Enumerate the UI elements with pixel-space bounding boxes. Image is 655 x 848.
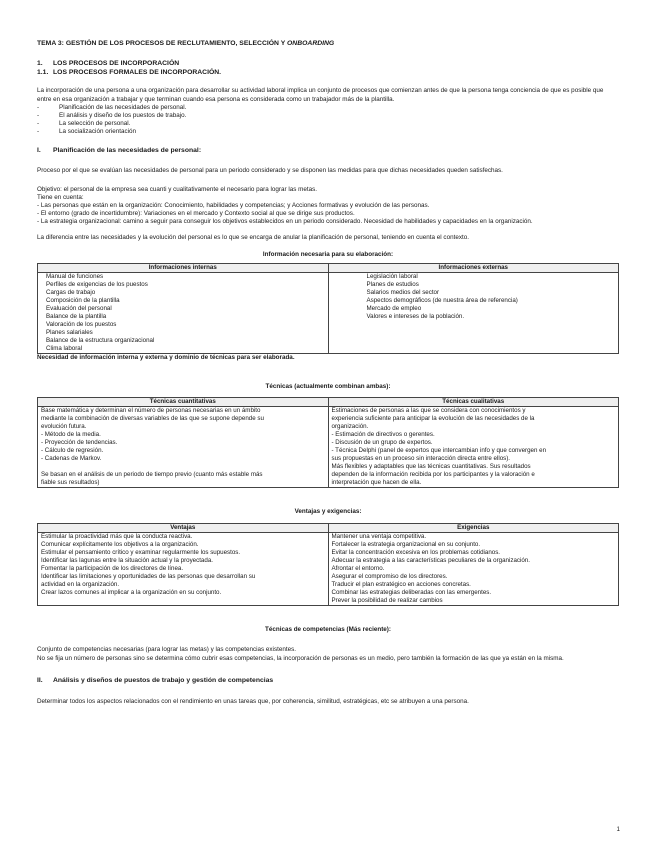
table-row: Base matemática y determinan el número de personas necesarias en un ámbito bbox=[41, 406, 261, 414]
list-item: - El análisis y diseño de los puestos de trabajo. bbox=[37, 112, 619, 120]
consider-item: - El entorno (grado de incertidumbre): Variaciones en el mercado y Contexto social al que se dirige sus productos. bbox=[37, 210, 355, 218]
list-item: - La selección de personal. bbox=[37, 120, 619, 128]
table-row: Asegurar el compromiso de los directores. bbox=[331, 572, 448, 580]
table-row: Planes salariales bbox=[46, 329, 93, 337]
tech-quantitative-cell bbox=[38, 406, 329, 488]
section-1-heading bbox=[37, 147, 619, 156]
consider-item: - La estrategia organizacional: camino a seguir para conseguir los objetivos establecidos en un periodo considerado. Necesidad de habilidades y capacidades en la organización. bbox=[37, 218, 533, 226]
table-row: Legislación laboral bbox=[366, 272, 418, 280]
table-row: interpretación que hacen de ella. bbox=[331, 479, 422, 487]
heading-1-text: LOS PROCESOS DE INCORPORACIÓN bbox=[53, 59, 180, 67]
section-2-heading bbox=[37, 677, 619, 686]
adv-table-title: Ventajas y exigencias: bbox=[294, 508, 362, 516]
page-number: 1 bbox=[616, 826, 620, 833]
section-2-title: Análisis y diseños de puestos de trabajo y gestión de competencias bbox=[53, 676, 274, 684]
table-row: sus propuestas en un proceso sin interacción directa entre ellos). bbox=[331, 455, 511, 463]
table-row: - Técnica Delphi (panel de expertos que intercambian info y que convergen en bbox=[331, 447, 547, 455]
table-row: Valores e intereses de la población. bbox=[366, 313, 465, 321]
table-row: Clima laboral bbox=[46, 345, 83, 353]
intro-paragraph: La incorporación de una persona a una organización para desarrollar su actividad laboral implica un conjunto de procesos que comienzan antes de que la persona tenga conciencia de que es posible que entre en esa organización a trabajar y que terminan cuando esa persona es considerada como un trabajador más de la plantilla. bbox=[37, 87, 604, 103]
table-row: experiencia suficiente para anticipar la evolución de las necesidades de la bbox=[331, 414, 535, 422]
table-row: - Proyección de tendencias. bbox=[41, 439, 118, 447]
table-row bbox=[41, 463, 325, 471]
table-row: Valoración de los puestos bbox=[46, 321, 117, 329]
competence-paragraph-2: No se fija un número de personas sino se determina cómo cubrir esas competencias, la incorporación de personas es un medio, pero también la formación de las que ya están en la misma. bbox=[37, 654, 564, 662]
section-1-number: I. bbox=[37, 146, 41, 154]
info-table-header-internal: Informaciones internas bbox=[38, 263, 329, 272]
info-table-caption: Necesidad de información interna y externa y dominio de técnicas para ser elaborada. bbox=[37, 354, 295, 362]
table-row: Salarios medios del sector bbox=[366, 288, 440, 296]
advantages-table bbox=[37, 523, 619, 607]
section-1-paragraph-1: Proceso por el que se evalúan las necesidades de personal para un periodo considerado y se disponen las medidas para que dichas necesidades queden satisfechas. bbox=[37, 167, 503, 175]
table-row: evolución futura. bbox=[41, 422, 87, 430]
table-row: Fomentar la participación de los directores de línea. bbox=[41, 564, 184, 572]
table-row: Crear lazos comunes al implicar a la organización en su conjunto. bbox=[41, 589, 222, 597]
table-row: Estimular la proactividad más que la conducta reactiva. bbox=[41, 532, 193, 540]
table-row: organización. bbox=[331, 422, 369, 430]
title-italic: ONBOARDING bbox=[287, 40, 335, 47]
tech-table-title: Técnicas (actualmente combinan ambas): bbox=[265, 382, 391, 390]
info-table-header-external: Informaciones externas bbox=[328, 263, 619, 272]
requirements-cell bbox=[328, 532, 619, 606]
section-1-objective: Objetivo: el personal de la empresa sea cuanti y cualitativamente el necesario para lograr las metas. bbox=[37, 185, 318, 193]
table-row: Estimular el pensamiento crítico y examinar regularmente los supuestos. bbox=[41, 548, 241, 556]
consider-item: - Las personas que están en la organización: Conocimiento, habilidades y competencias; y Acciones formativas y evolución de las personas. bbox=[37, 201, 430, 209]
table-row: Identificar las lagunas entre la situación actual y la proyectada. bbox=[41, 556, 213, 564]
table-row: Se basan en el análisis de un periodo de tiempo previo (cuanto más estable más bbox=[41, 471, 263, 479]
table-row: Perfiles de exigencias de los puestos bbox=[46, 280, 148, 288]
table-row: Aspectos demográficos (de nuestra área de referencia) bbox=[366, 296, 518, 304]
section-1-title: Planificación de las necesidades de personal: bbox=[53, 146, 202, 154]
heading-1-1 bbox=[37, 69, 619, 78]
list-item: - La socialización orientación bbox=[37, 128, 619, 136]
table-row: Mantener una ventaja competitiva. bbox=[331, 532, 427, 540]
heading-1 bbox=[37, 60, 619, 69]
techniques-table bbox=[37, 397, 619, 489]
table-row: fiable sus resultados) bbox=[41, 479, 100, 487]
table-row: Manual de funciones bbox=[46, 272, 104, 280]
info-internal-cell bbox=[38, 272, 329, 354]
competence-paragraph-1: Conjunto de competencias necesarias (para lograr las metas) y las competencias existentes. bbox=[37, 646, 296, 654]
list-item: - Planificación de las necesidades de personal. bbox=[37, 104, 619, 112]
advantages-cell bbox=[38, 532, 329, 606]
table-row: - Discusión de un grupo de expertos. bbox=[331, 439, 433, 447]
info-table bbox=[37, 263, 619, 355]
process-list bbox=[37, 104, 619, 137]
table-row: Adecuar la estrategia a las características peculiares de la organización. bbox=[331, 556, 530, 564]
table-row: Evitar la concentración excesiva en los problemas cotidianos. bbox=[331, 548, 501, 556]
tech-table-header-qualitative: Técnicas cualitativas bbox=[328, 397, 619, 406]
table-row: mediante la combinación de diversas variables de las que se supone depende su bbox=[41, 414, 264, 422]
competence-title: Técnicas de competencias (Más reciente): bbox=[265, 626, 391, 634]
table-row: Afrontar el entorno. bbox=[331, 564, 385, 572]
section-1-consider-label: Tiene en cuenta: bbox=[37, 193, 84, 201]
table-row: Balance de la estructura organizacional bbox=[46, 337, 155, 345]
table-row: actividad en la organización. bbox=[41, 581, 120, 589]
table-row: Estimaciones de personas a las que se considera con conocimientos y bbox=[331, 406, 526, 414]
table-row: - Método de la media. bbox=[41, 431, 101, 438]
heading-1-1-number: 1.1. bbox=[37, 68, 49, 76]
table-row: Composición de la plantilla bbox=[46, 296, 120, 304]
table-row: Cargas de trabajo bbox=[46, 288, 96, 296]
table-row: Fortalecer la estrategia organizacional en su conjunto. bbox=[331, 540, 481, 548]
table-row: Prever la posibilidad de realizar cambios bbox=[331, 597, 443, 605]
table-row: - Cálculo de regresión. bbox=[41, 447, 104, 455]
table-row: Comunicar explícitamente los objetivos a la organización. bbox=[41, 540, 199, 548]
table-row: Combinar las estrategias deliberadas con las emergentes. bbox=[331, 589, 492, 597]
document-title bbox=[37, 40, 619, 49]
table-row: - Estimación de directivos o gerentes. bbox=[331, 431, 435, 438]
adv-table-header-advantages: Ventajas bbox=[38, 523, 329, 532]
section-2-number: II. bbox=[37, 676, 43, 684]
section-2-paragraph: Determinar todos los aspectos relacionados con el rendimiento en unas tareas que, por coherencia, similitud, estratégicas, etc se atribuyen a una persona. bbox=[37, 697, 469, 705]
table-row: Evaluación del personal bbox=[46, 305, 112, 313]
section-1-paragraph-4: La diferencia entre las necesidades y la evolución del personal es lo que se encarga de anular la planificación de personal, teniendo en cuenta el contexto. bbox=[37, 234, 469, 242]
title-prefix: TEMA 3: GESTIÓN DE LOS PROCESOS DE RECLUTAMIENTO, SELECCIÓN Y bbox=[37, 40, 288, 47]
info-external-cell bbox=[328, 272, 619, 354]
table-row: Mercado de empleo bbox=[366, 305, 422, 313]
heading-1-1-text: LOS PROCESOS FORMALES DE INCORPORACIÓN. bbox=[53, 68, 222, 76]
info-table-title: Información necesaria para su elaboración: bbox=[262, 250, 394, 258]
tech-qualitative-cell bbox=[328, 406, 619, 488]
table-row: Identificar las limitaciones y oportunidades de las personas que desarrollan su bbox=[41, 572, 256, 580]
adv-table-header-requirements: Exigencias bbox=[328, 523, 619, 532]
tech-table-header-quantitative: Técnicas cuantitativas bbox=[38, 397, 329, 406]
table-row: Más flexibles y adaptables que las técnicas cuantitativas. Sus resultados bbox=[331, 463, 531, 471]
heading-1-number: 1. bbox=[37, 59, 43, 67]
table-row: Planes de estudios bbox=[366, 280, 419, 288]
table-row: dependen de la información recibida por los participantes y la valoración e bbox=[331, 471, 535, 479]
table-row: Traducir el plan estratégico en acciones concretas. bbox=[331, 581, 471, 589]
table-row: Balance de la plantilla bbox=[46, 313, 107, 321]
table-row: - Cadenas de Markov. bbox=[41, 455, 102, 463]
document-page bbox=[37, 40, 619, 706]
